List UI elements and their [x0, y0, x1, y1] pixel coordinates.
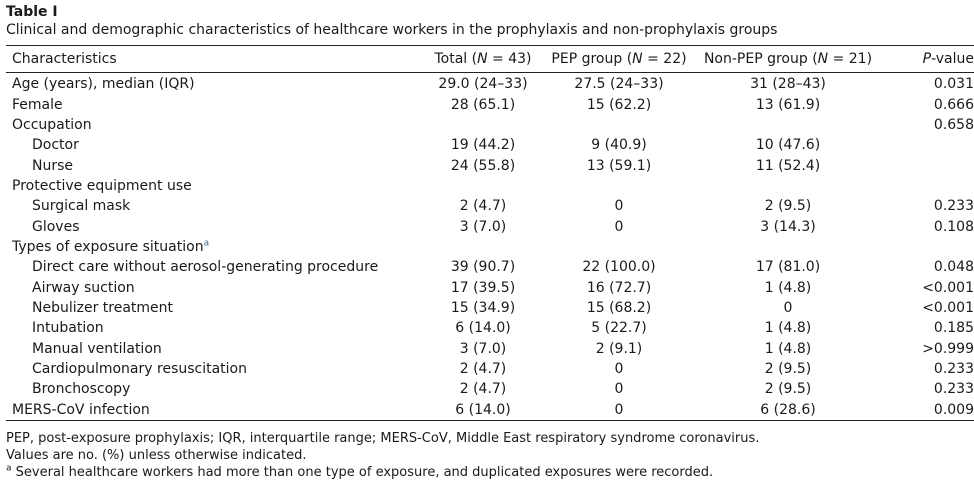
- cell-pep: 0: [614, 218, 624, 235]
- cell-non-pep: 2 (9.5): [764, 198, 812, 215]
- header-pep-group: PEP group (N = 22): [551, 51, 687, 67]
- cell-p-value: <0.001: [922, 279, 974, 296]
- cell-pep: 0: [614, 360, 624, 377]
- cell-pep: 27.5 (24–33): [574, 76, 664, 93]
- cell-pep: 16 (72.7): [586, 279, 652, 296]
- row-label: Manual ventilation: [32, 340, 162, 357]
- cell-pep: 15 (62.2): [586, 96, 652, 113]
- table-row: [6, 135, 974, 155]
- cell-p-value: <0.001: [922, 299, 974, 316]
- row-label: Cardiopulmonary resuscitation: [32, 360, 247, 377]
- cell-p-value: 0.658: [933, 116, 974, 133]
- cell-total: 19 (44.2): [450, 137, 516, 154]
- header-characteristics: Characteristics: [12, 51, 117, 67]
- cell-total: 28 (65.1): [450, 96, 516, 113]
- table-row: [6, 359, 974, 379]
- cell-non-pep: 13 (61.9): [755, 96, 821, 113]
- table-row: [6, 115, 974, 135]
- table-row: [6, 94, 974, 114]
- cell-p-value: [888, 176, 974, 196]
- cell-p-value: 0.108: [933, 218, 974, 235]
- table-figure: [6, 3, 974, 481]
- cell-pep: [550, 237, 688, 257]
- cell-p-value: 0.185: [933, 320, 974, 337]
- cell-non-pep: 10 (47.6): [755, 137, 821, 154]
- row-label: Nurse: [32, 157, 74, 174]
- cell-total: [416, 176, 550, 196]
- table-row: [6, 176, 974, 196]
- table-row: [6, 379, 974, 399]
- cell-p-value: 0.233: [933, 198, 974, 215]
- footnote-a: [6, 464, 968, 481]
- table-footnotes: [6, 430, 968, 481]
- cell-p-value: [888, 237, 974, 257]
- cell-pep: 13 (59.1): [586, 157, 652, 174]
- table-row: [6, 155, 974, 175]
- table-row: [6, 196, 974, 216]
- row-label: Occupation: [12, 116, 92, 133]
- cell-p-value: [888, 155, 974, 175]
- row-label-with-footnote: [6, 237, 416, 257]
- cell-non-pep: 17 (81.0): [755, 259, 821, 276]
- row-label: Types of exposure situation: [12, 238, 204, 255]
- cell-total: 6 (14.0): [455, 320, 511, 337]
- footnote-a-marker: a: [6, 463, 12, 474]
- cell-p-value: 0.666: [933, 96, 974, 113]
- cell-total: 17 (39.5): [450, 279, 516, 296]
- row-label: Female: [12, 96, 63, 113]
- footnote-marker[interactable]: a: [203, 238, 210, 249]
- table-row: [6, 216, 974, 236]
- header-row: [6, 46, 974, 73]
- cell-pep: [550, 115, 688, 135]
- cell-non-pep: [688, 176, 888, 196]
- cell-total: 29.0 (24–33): [438, 76, 528, 93]
- cell-p-value: 0.233: [933, 360, 974, 377]
- cell-pep: 9 (40.9): [591, 137, 647, 154]
- cell-total: 2 (4.7): [459, 381, 507, 398]
- cell-pep: 0: [614, 401, 624, 418]
- row-label: Age (years), median (IQR): [12, 76, 195, 93]
- cell-pep: 2 (9.1): [595, 340, 643, 357]
- cell-non-pep: [688, 115, 888, 135]
- table-caption: Clinical and demographic characteristics of healthcare workers in the prophylaxis and non-prophylaxis groups: [6, 22, 778, 38]
- characteristics-table: [6, 45, 974, 421]
- cell-non-pep: 3 (14.3): [760, 218, 816, 235]
- cell-p-value: 0.009: [933, 401, 974, 418]
- row-label: Nebulizer treatment: [32, 299, 174, 316]
- cell-total: 6 (14.0): [455, 401, 511, 418]
- header-p-value: P-value: [922, 51, 974, 67]
- cell-p-value: 0.048: [933, 259, 974, 276]
- footnote-a-text: Several healthcare workers had more than one type of exposure, and duplicated exposures were recorded.: [15, 464, 714, 480]
- cell-total: 39 (90.7): [450, 259, 516, 276]
- row-label: Bronchoscopy: [32, 381, 131, 398]
- cell-total: [416, 115, 550, 135]
- cell-non-pep: [688, 237, 888, 257]
- table-row: [6, 318, 974, 338]
- table-row: [6, 257, 974, 277]
- table-row: [6, 237, 974, 257]
- header-non-pep-group: Non-PEP group (N = 21): [703, 51, 873, 67]
- cell-pep: 5 (22.7): [591, 320, 647, 337]
- table-row: [6, 400, 974, 421]
- cell-total: 15 (34.9): [450, 299, 516, 316]
- cell-total: 3 (7.0): [459, 218, 507, 235]
- cell-total: 3 (7.0): [459, 340, 507, 357]
- table-row: [6, 338, 974, 358]
- row-label: Intubation: [32, 320, 104, 337]
- row-label: Surgical mask: [32, 198, 131, 215]
- row-label: MERS-CoV infection: [12, 401, 150, 418]
- cell-p-value: 0.233: [933, 381, 974, 398]
- cell-pep: 22 (100.0): [582, 259, 656, 276]
- row-label: Protective equipment use: [12, 177, 192, 194]
- table-row: [6, 277, 974, 297]
- cell-total: 24 (55.8): [450, 157, 516, 174]
- cell-non-pep: 11 (52.4): [755, 157, 821, 174]
- cell-p-value: [888, 135, 974, 155]
- row-label: Doctor: [32, 137, 79, 154]
- cell-total: 2 (4.7): [459, 360, 507, 377]
- cell-non-pep: 0: [783, 299, 793, 316]
- cell-pep: [550, 176, 688, 196]
- row-label: Gloves: [32, 218, 80, 235]
- cell-p-value: >0.999: [922, 340, 974, 357]
- cell-total: 2 (4.7): [459, 198, 507, 215]
- footnote-values-note: Values are no. (%) unless otherwise indicated.: [6, 447, 307, 463]
- cell-pep: 0: [614, 198, 624, 215]
- cell-non-pep: 1 (4.8): [764, 340, 812, 357]
- table-label: Table I: [6, 4, 58, 20]
- header-total: Total (N = 43): [434, 51, 532, 67]
- cell-non-pep: 2 (9.5): [764, 381, 812, 398]
- cell-non-pep: 1 (4.8): [764, 279, 812, 296]
- cell-non-pep: 2 (9.5): [764, 360, 812, 377]
- footnote-abbreviations: PEP, post-exposure prophylaxis; IQR, interquartile range; MERS-CoV, Middle East respiratory syndrome coronavirus.: [6, 430, 760, 446]
- cell-total: [416, 237, 550, 257]
- table-row: [6, 73, 974, 95]
- cell-p-value: 0.031: [933, 76, 974, 93]
- cell-pep: 15 (68.2): [586, 299, 652, 316]
- table-row: [6, 298, 974, 318]
- cell-non-pep: 31 (28–43): [750, 76, 826, 93]
- cell-non-pep: 1 (4.8): [764, 320, 812, 337]
- row-label: Airway suction: [32, 279, 135, 296]
- cell-non-pep: 6 (28.6): [760, 401, 816, 418]
- cell-pep: 0: [614, 381, 624, 398]
- row-label: Direct care without aerosol-generating procedure: [32, 259, 379, 276]
